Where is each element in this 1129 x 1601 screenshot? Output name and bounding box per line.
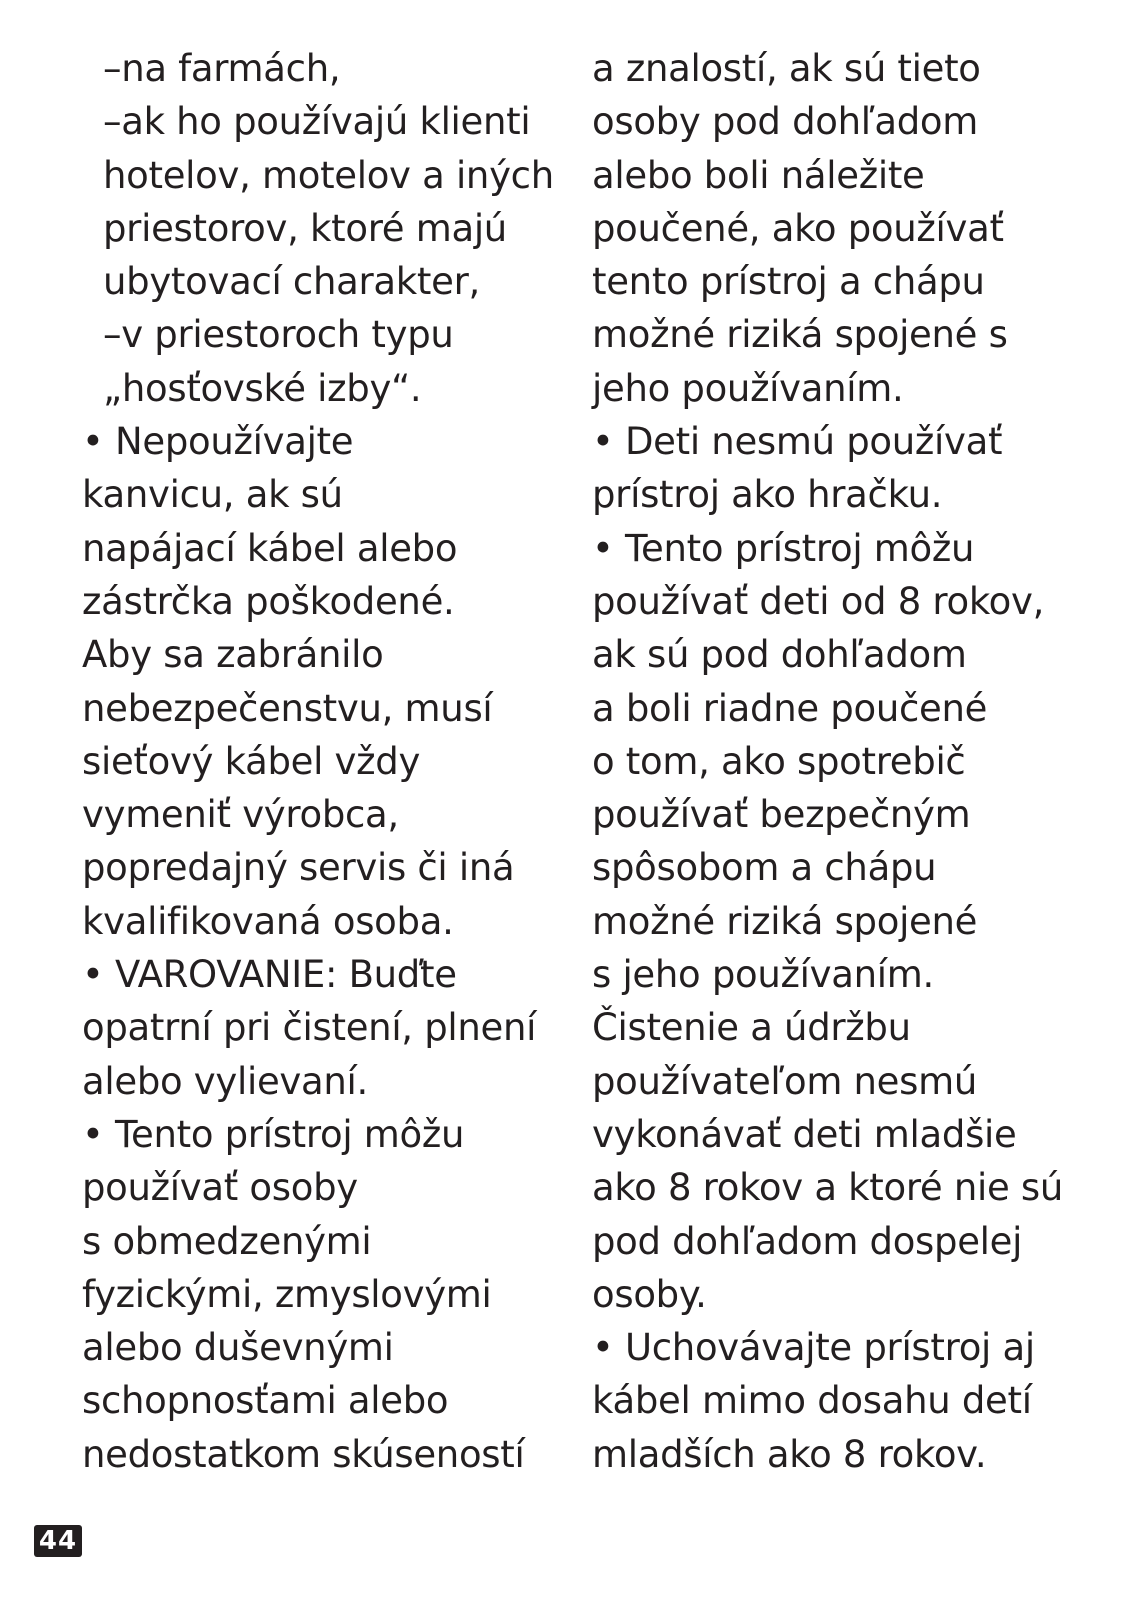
text-line: zástrčka poškodené. bbox=[82, 579, 455, 623]
text-line: vymeniť výrobca, bbox=[82, 793, 399, 837]
text-line: o tom, ako spotrebič bbox=[592, 739, 966, 783]
text-line: opatrní pri čistení, plnení bbox=[82, 1006, 537, 1050]
text-line: možné riziká spojené s bbox=[592, 313, 1008, 357]
text-line: fyzickými, zmyslovými bbox=[82, 1272, 492, 1316]
text-line: používateľom nesmú bbox=[592, 1059, 978, 1103]
text-line: spôsobom a chápu bbox=[592, 846, 937, 890]
text-line: sieťový kábel vždy bbox=[82, 739, 421, 783]
text-line: alebo vylievaní. bbox=[82, 1059, 368, 1103]
text-line: tento prístroj a chápu bbox=[592, 260, 985, 304]
text-line: kanvicu, ak sú bbox=[82, 473, 343, 517]
text-line: ak sú pod dohľadom bbox=[592, 633, 967, 677]
text-line: • Tento prístroj môžu bbox=[592, 526, 975, 570]
text-line: • VAROVANIE: Buďte bbox=[82, 953, 457, 997]
text-line: nebezpečenstvu, musí bbox=[82, 686, 493, 730]
text-line: alebo boli náležite bbox=[592, 153, 925, 197]
text-line: ubytovací charakter, bbox=[103, 260, 480, 304]
text-line: Čistenie a údržbu bbox=[592, 1006, 911, 1050]
text-line: osoby pod dohľadom bbox=[592, 100, 978, 144]
text-line: pod dohľadom dospelej bbox=[592, 1219, 1023, 1263]
text-line: s obmedzenými bbox=[82, 1219, 372, 1263]
text-line: –ak ho používajú klienti bbox=[103, 100, 531, 144]
text-line: kvalifikovaná osoba. bbox=[82, 899, 454, 943]
left-text-column bbox=[82, 42, 562, 1481]
text-line: osoby. bbox=[592, 1272, 707, 1316]
text-line: používať bezpečným bbox=[592, 793, 971, 837]
text-line: používať osoby bbox=[82, 1166, 358, 1210]
text-line: a znalostí, ak sú tieto bbox=[592, 47, 981, 90]
text-line: • Uchovávajte prístroj aj bbox=[592, 1326, 1035, 1370]
text-line: • Deti nesmú používať bbox=[592, 420, 1003, 464]
text-line: poučené, ako používať bbox=[592, 206, 1004, 250]
text-line: alebo duševnými bbox=[82, 1326, 394, 1370]
text-line: „hosťovské izby“. bbox=[103, 366, 422, 410]
text-line: –v priestoroch typu bbox=[103, 313, 454, 357]
text-line: priestorov, ktoré majú bbox=[103, 206, 507, 250]
text-line: vykonávať deti mladšie bbox=[592, 1112, 1017, 1156]
text-line: –na farmách, bbox=[103, 47, 341, 90]
text-line: s jeho používaním. bbox=[592, 953, 934, 997]
page-number-badge: 44 bbox=[34, 1525, 82, 1557]
right-text-column bbox=[592, 42, 1092, 1481]
text-line: schopnosťami alebo bbox=[82, 1379, 449, 1423]
text-line: • Tento prístroj môžu bbox=[82, 1112, 465, 1156]
text-line: hotelov, motelov a iných bbox=[103, 153, 554, 197]
text-line: nedostatkom skúseností bbox=[82, 1432, 525, 1476]
text-line: napájací kábel alebo bbox=[82, 526, 458, 570]
text-line: možné riziká spojené bbox=[592, 899, 978, 943]
text-line: ako 8 rokov a ktoré nie sú bbox=[592, 1166, 1064, 1210]
text-line: a boli riadne poučené bbox=[592, 686, 988, 730]
text-line: Aby sa zabránilo bbox=[82, 633, 384, 677]
text-line: prístroj ako hračku. bbox=[592, 473, 943, 517]
text-line: používať deti od 8 rokov, bbox=[592, 579, 1045, 623]
text-line: jeho používaním. bbox=[592, 366, 904, 410]
text-line: popredajný servis či iná bbox=[82, 846, 515, 890]
text-line: kábel mimo dosahu detí bbox=[592, 1379, 1032, 1423]
text-line: • Nepoužívajte bbox=[82, 420, 354, 464]
text-line: mladších ako 8 rokov. bbox=[592, 1432, 987, 1476]
